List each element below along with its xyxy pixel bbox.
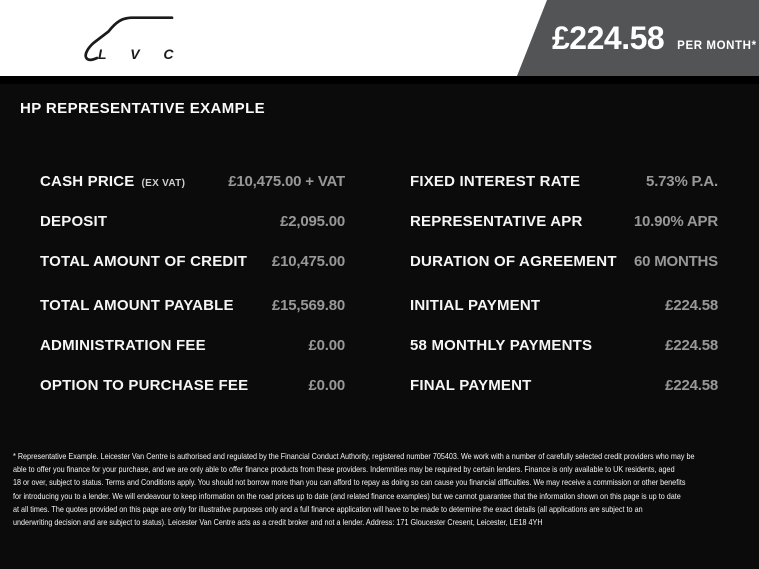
row-value: £10,475.00 (271, 252, 345, 270)
disclaimer (13, 450, 759, 529)
row-label: TOTAL AMOUNT OF CREDIT (40, 252, 248, 270)
row-value: £224.58 (665, 376, 718, 394)
row-value: £0.00 (308, 336, 345, 354)
row-label: REPRESENTATIVE APR (410, 212, 583, 230)
row-value: 10.90% APR (633, 212, 718, 230)
row-value: £2,095.00 (280, 212, 345, 230)
table-row-total-payable (40, 285, 345, 325)
row-label: ADMINISTRATION FEE (40, 336, 206, 354)
disclaimer-line: at all times. The quotes provided on this page are only for illustrative purposes only and a full finance application will have to be made to determine the exact details (all applications are subject to an (13, 503, 643, 514)
table-row-admin-fee (40, 325, 345, 365)
row-label: INITIAL PAYMENT (410, 296, 541, 314)
price-per-month-label: PER MONTH* (677, 40, 757, 52)
row-value: 5.73% P.A. (646, 172, 718, 190)
table-row-total-credit (40, 241, 345, 281)
ex-vat-note: (EX VAT) (141, 177, 186, 189)
row-label: DEPOSIT (40, 212, 108, 230)
disclaimer-line: able to offer you finance for your purchase, and we are only able to offer finance products from these providers. Indemnities may be required by certain lenders. Finance is only available to UK residents, aged (13, 464, 675, 475)
table-row-deposit (40, 201, 345, 241)
row-label: FINAL PAYMENT (410, 376, 532, 394)
table-row-option-to-purchase-fee (40, 365, 345, 405)
finance-table-right (410, 161, 718, 405)
row-label: FIXED INTEREST RATE (410, 172, 581, 190)
row-value: 60 MONTHS (633, 252, 718, 270)
row-label: CASH PRICE (EX VAT) (40, 172, 186, 190)
table-row-representative-apr (410, 201, 718, 241)
table-row-monthly-payments (410, 325, 718, 365)
table-row-cash-price (40, 161, 345, 201)
disclaimer-line: * Representative Example. Leicester Van Centre is authorised and regulated by the Financial Conduct Authority, registered number 705403. We work with a number of carefully selected credit providers who may be (13, 451, 695, 461)
row-value: £10,475.00 + VAT (228, 172, 345, 190)
header-divider (0, 76, 759, 84)
row-value: £224.58 (665, 336, 718, 354)
disclaimer-line: underwriting decision and are subject to status). Leicester Van Centre acts as a credit broker and not a lender. Address: 171 Gloucester Cresent, Leicester, LE18 4YH (13, 517, 543, 528)
disclaimer-line: 18 or over, subject to status. Terms and Conditions apply. You should not borrow more than you can afford to repay as doing so can cause you financial difficulties. We may receive a commission or other benefits (13, 477, 686, 488)
monthly-price (552, 0, 757, 76)
disclaimer-line: for introducing you to a lender. We will endeavour to keep information on the road prices up to date (and related finance examples) but we cannot guarantee that the information shown on this page is up to date (13, 490, 681, 501)
page-title: HP REPRESENTATIVE EXAMPLE (20, 100, 266, 117)
van-outline-icon (70, 5, 190, 71)
table-row-final-payment (410, 365, 718, 405)
table-row-duration (410, 241, 718, 281)
logo-letters: L V C (98, 46, 184, 62)
lvc-logo (70, 5, 190, 71)
row-label: 58 MONTHLY PAYMENTS (410, 336, 593, 354)
price-amount: £224.58 (552, 20, 665, 56)
row-label: OPTION TO PURCHASE FEE (40, 376, 249, 394)
header (0, 0, 759, 76)
finance-table-left (40, 161, 345, 405)
row-value: £0.00 (308, 376, 345, 394)
row-label: TOTAL AMOUNT PAYABLE (40, 296, 234, 314)
table-row-fixed-interest-rate (410, 161, 718, 201)
table-row-initial-payment (410, 285, 718, 325)
row-label: DURATION OF AGREEMENT (410, 252, 617, 270)
row-value: £15,569.80 (271, 296, 345, 314)
row-value: £224.58 (665, 296, 718, 314)
